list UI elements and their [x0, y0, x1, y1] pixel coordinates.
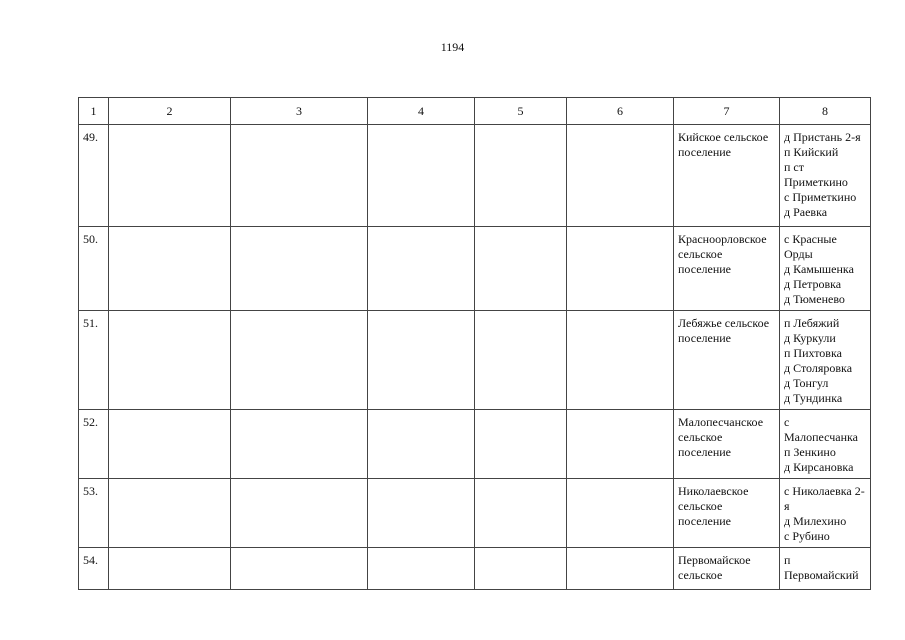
empty-cell — [475, 311, 567, 410]
table-row — [79, 311, 871, 410]
empty-cell — [567, 410, 674, 479]
row-number: 51. — [79, 311, 109, 410]
empty-cell — [567, 311, 674, 410]
empty-cell — [109, 548, 231, 590]
row-number: 54. — [79, 548, 109, 590]
empty-cell — [231, 410, 368, 479]
empty-cell — [368, 311, 475, 410]
row-number: 53. — [79, 479, 109, 548]
empty-cell — [475, 125, 567, 227]
empty-cell — [109, 479, 231, 548]
empty-cell — [109, 125, 231, 227]
settlement-name: Кийское сельское поселение — [674, 125, 780, 227]
empty-cell — [567, 548, 674, 590]
localities-list: с Красные Орды д Камышенка д Петровка д Тюменево — [780, 227, 871, 311]
table-row — [79, 227, 871, 311]
settlement-name: Красноорловское сельское поселение — [674, 227, 780, 311]
empty-cell — [368, 410, 475, 479]
empty-cell — [109, 311, 231, 410]
localities-list: с Николаевка 2-я д Милехино с Рубино — [780, 479, 871, 548]
empty-cell — [567, 479, 674, 548]
table-row — [79, 410, 871, 479]
empty-cell — [368, 227, 475, 311]
empty-cell — [475, 410, 567, 479]
settlement-name: Лебяжье сельское поселение — [674, 311, 780, 410]
localities-list: д Пристань 2-я п Кийский п ст Приметкино с Приметкино д Раевка — [780, 125, 871, 227]
empty-cell — [475, 479, 567, 548]
empty-cell — [567, 227, 674, 311]
column-header-6: 6 — [567, 98, 674, 125]
settlements-table — [78, 97, 871, 590]
empty-cell — [368, 548, 475, 590]
settlement-name: Николаевское сельское поселение — [674, 479, 780, 548]
empty-cell — [109, 410, 231, 479]
localities-list: п Лебяжий д Куркули п Пихтовка д Столяровка д Тонгул д Тундинка — [780, 311, 871, 410]
localities-list: п Первомайский — [780, 548, 871, 590]
empty-cell — [475, 548, 567, 590]
table-row — [79, 548, 871, 590]
page-number: 1194 — [440, 40, 465, 54]
table-row — [79, 479, 871, 548]
header-row — [79, 98, 871, 125]
empty-cell — [231, 479, 368, 548]
row-number: 52. — [79, 410, 109, 479]
empty-cell — [231, 227, 368, 311]
column-header-3: 3 — [231, 98, 368, 125]
row-number: 49. — [79, 125, 109, 227]
empty-cell — [368, 479, 475, 548]
settlement-name: Первомайское сельское — [674, 548, 780, 590]
row-number: 50. — [79, 227, 109, 311]
empty-cell — [109, 227, 231, 311]
column-header-8: 8 — [780, 98, 871, 125]
empty-cell — [567, 125, 674, 227]
column-header-4: 4 — [368, 98, 475, 125]
settlement-name: Малопесчанское сельское поселение — [674, 410, 780, 479]
empty-cell — [475, 227, 567, 311]
column-header-2: 2 — [109, 98, 231, 125]
table-row — [79, 125, 871, 227]
column-header-1: 1 — [79, 98, 109, 125]
column-header-5: 5 — [475, 98, 567, 125]
empty-cell — [368, 125, 475, 227]
localities-list: с Малопесчанка п Зенкино д Кирсановка — [780, 410, 871, 479]
empty-cell — [231, 311, 368, 410]
column-header-7: 7 — [674, 98, 780, 125]
empty-cell — [231, 548, 368, 590]
empty-cell — [231, 125, 368, 227]
